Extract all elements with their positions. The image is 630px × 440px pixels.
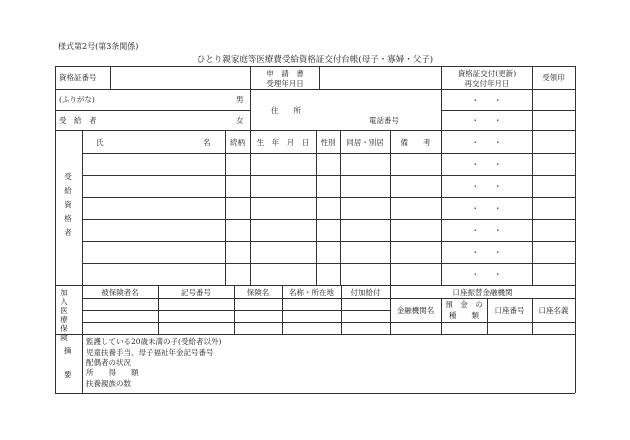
- insurance-side-label: 加入医療保険: [60, 288, 68, 342]
- summary-line-dependents: 扶養親族の数: [86, 379, 131, 388]
- summary-side-label-top: 摘: [64, 346, 72, 355]
- male-label: 男: [236, 95, 244, 104]
- header-birthdate: 生 年 月 日: [256, 138, 310, 147]
- phone-label: 電話番号: [369, 116, 399, 125]
- furigana-label: (ふりがな): [59, 95, 95, 104]
- application-label-1: 申 請 書: [266, 69, 304, 78]
- issue-date-label-1: 資格証交付(更新): [457, 69, 517, 78]
- summary-line-spouse: 配偶者の状況: [86, 358, 131, 367]
- female-label: 女: [236, 116, 244, 125]
- issue-date-6: ・ ・: [471, 204, 502, 213]
- header-additional-benefit: 付加給付: [350, 288, 381, 297]
- header-insured-name: 被保険者名: [101, 288, 139, 297]
- header-given-name: 名: [203, 138, 211, 147]
- recipient-label: 受 給 者: [59, 116, 97, 125]
- issue-date-9: ・ ・: [471, 270, 502, 279]
- issue-date-4: ・ ・: [471, 160, 502, 169]
- account-number-label: 口座番号: [494, 306, 525, 315]
- header-insurance-name: 保険名: [246, 288, 270, 297]
- application-label-2: 受理年月日: [266, 79, 304, 88]
- issue-date-3: ・ ・: [471, 138, 502, 147]
- deposit-type-label-2: 種 類: [449, 311, 479, 320]
- issue-date-label-2: 再交付年月日: [464, 79, 510, 88]
- issue-date-5: ・ ・: [471, 182, 502, 191]
- issue-date-8: ・ ・: [471, 248, 502, 257]
- header-symbol-number: 記号番号: [181, 288, 211, 297]
- header-relation: 続柄: [230, 138, 245, 147]
- issue-date-1: ・ ・: [471, 96, 502, 105]
- bank-name-label: 金融機関名: [396, 306, 435, 315]
- ledger-title: ひとり親家庭等医療費受給資格証交付台帳(母子・寡婦・父子): [196, 55, 434, 65]
- family-side-label: 受給資格者: [64, 172, 72, 237]
- cert-number-label: 資格証番号: [59, 73, 97, 82]
- seal-label: 受領印: [542, 73, 565, 82]
- issue-date-2: ・ ・: [471, 116, 502, 125]
- summary-side-label-bottom: 要: [64, 370, 72, 379]
- deposit-type-label-1: 預 金 の: [445, 300, 483, 309]
- account-holder-label: 口座名義: [538, 306, 569, 315]
- form-number: 様式第2号(第3条関係): [58, 42, 139, 51]
- summary-line-children: 監護している20歳未満の子(受給者以外): [86, 337, 222, 346]
- issue-date-7: ・ ・: [471, 226, 502, 235]
- account-title: 口座振替金融機関: [452, 288, 513, 297]
- summary-line-income: 所 得 額: [86, 368, 139, 377]
- summary-line-allowance: 児童扶養手当、母子福祉年金記号番号: [86, 348, 214, 357]
- header-remarks: 備 考: [400, 138, 431, 147]
- header-gender: 性別: [320, 138, 336, 147]
- header-surname: 氏: [96, 138, 104, 147]
- header-name-address: 名称・所在地: [289, 288, 334, 297]
- address-label: 住 所: [271, 106, 301, 115]
- header-cohabitation: 同居・別居: [346, 138, 384, 147]
